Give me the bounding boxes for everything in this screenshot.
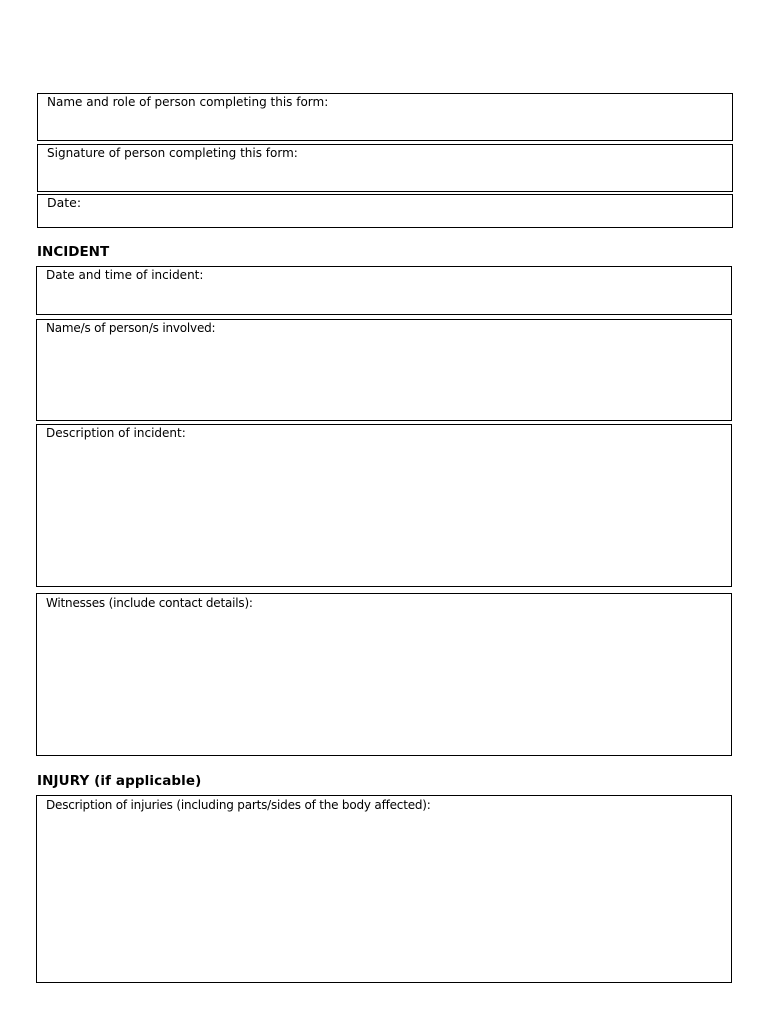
date-label: Date: xyxy=(47,195,82,210)
incident-date-time-label: Date and time of incident: xyxy=(46,268,204,282)
signature-field[interactable] xyxy=(37,144,733,192)
persons-involved-label: Name/s of person/s involved: xyxy=(46,321,216,335)
incident-date-time-field[interactable] xyxy=(36,266,732,315)
witnesses-field[interactable] xyxy=(36,593,732,756)
name-role-label: Name and role of person completing this form: xyxy=(47,95,329,109)
witnesses-input-area[interactable] xyxy=(37,610,731,755)
name-role-field[interactable] xyxy=(37,93,733,141)
incident-date-time-input-area[interactable] xyxy=(37,283,731,314)
signature-input-area[interactable] xyxy=(38,161,732,191)
injury-description-input-area[interactable] xyxy=(37,812,731,982)
persons-involved-field[interactable] xyxy=(36,319,732,421)
injury-heading: INJURY (if applicable) xyxy=(37,773,202,789)
date-input-area[interactable] xyxy=(38,211,732,227)
witnesses-label: Witnesses (include contact details): xyxy=(46,596,253,610)
persons-involved-input-area[interactable] xyxy=(37,336,731,420)
incident-description-input-area[interactable] xyxy=(37,441,731,586)
incident-heading: INCIDENT xyxy=(37,244,110,260)
injury-description-field[interactable] xyxy=(36,795,732,983)
name-role-input-area[interactable] xyxy=(38,110,732,140)
date-field[interactable] xyxy=(37,194,733,228)
incident-description-label: Description of incident: xyxy=(46,426,186,440)
signature-label: Signature of person completing this form: xyxy=(47,146,298,160)
incident-description-field[interactable] xyxy=(36,424,732,587)
injury-description-label: Description of injuries (including parts/sides of the body affected): xyxy=(46,798,431,812)
